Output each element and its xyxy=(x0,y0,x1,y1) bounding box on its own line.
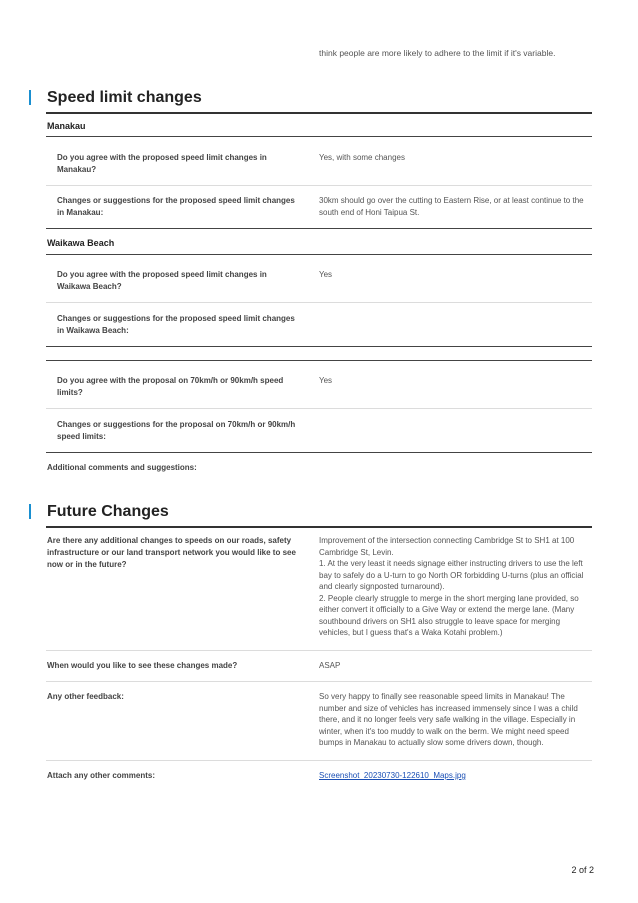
question-70-90-agree: Do you agree with the proposal on 70km/h or 90km/h speed limits? xyxy=(57,376,284,397)
section-title-rule xyxy=(46,526,592,528)
divider xyxy=(46,346,592,347)
answer-manakau-suggestions: 30km should go over the cutting to Eastern Rise, or at least continue to the south end of Honi Taipua St. xyxy=(319,196,584,217)
question-attach-comments: Attach any other comments: xyxy=(47,771,156,780)
section-title: Future Changes xyxy=(47,503,169,520)
section-accent-bar xyxy=(29,90,31,105)
divider xyxy=(46,254,592,255)
divider xyxy=(46,408,592,409)
question-when-changes: When would you like to see these changes made? xyxy=(47,661,238,670)
subheading-manakau: Manakau xyxy=(47,121,86,131)
divider xyxy=(46,228,592,229)
answer-when-changes: ASAP xyxy=(319,661,341,670)
question-manakau-agree: Do you agree with the proposed speed limit changes in Manakau? xyxy=(57,153,267,174)
answer-manakau-agree: Yes, with some changes xyxy=(319,153,405,162)
question-70-90-suggestions: Changes or suggestions for the proposal on 70km/h or 90km/h speed limits: xyxy=(57,420,296,441)
previous-answer-tail: think people are more likely to adhere to the limit if it's variable. xyxy=(319,48,556,58)
divider xyxy=(46,452,592,453)
answer-waikawa-agree: Yes xyxy=(319,270,333,279)
answer-line: Improvement of the intersection connecting Cambridge St to SH1 at 100 Cambridge St, Levin. xyxy=(319,536,575,557)
additional-comments-label: Additional comments and suggestions: xyxy=(47,463,197,472)
answer-other-feedback: So very happy to finally see reasonable speed limits in Manakau! The number and size of vehicles has increased immensely since I was a child there, and it no longer feels very safe walking in the village. Especially in winter, when it's too muddy to walk on the berm. We might need speed bumps in Manakau to actually slow some drivers down, though. xyxy=(319,692,578,747)
section-title-rule xyxy=(46,112,592,114)
answer-line: 1. At the very least it needs signage either instructing drivers to use the left bay to safely do a U-turn to go North OR forbidding U-turns (plus an official and clearly signposted turnaround). xyxy=(319,559,584,591)
section-accent-bar xyxy=(29,504,31,519)
section-title: Speed limit changes xyxy=(47,89,202,106)
divider xyxy=(46,302,592,303)
divider xyxy=(46,650,592,651)
page-number: 2 of 2 xyxy=(571,865,594,875)
attachment-link[interactable]: Screenshot_20230730-122610_Maps.jpg xyxy=(319,771,466,780)
attachment-cell xyxy=(319,770,592,782)
divider xyxy=(46,136,592,137)
question-waikawa-suggestions: Changes or suggestions for the proposed speed limit changes in Waikawa Beach: xyxy=(57,314,295,335)
subheading-waikawa-beach: Waikawa Beach xyxy=(47,238,115,248)
question-other-feedback: Any other feedback: xyxy=(47,692,124,701)
divider xyxy=(46,185,592,186)
divider xyxy=(46,760,592,761)
question-waikawa-agree: Do you agree with the proposed speed limit changes in Waikawa Beach? xyxy=(57,270,267,291)
divider xyxy=(46,681,592,682)
divider xyxy=(46,360,592,361)
answer-line: 2. People clearly struggle to merge in the short merging lane provided, so either convert it officially to a Give Way or extend the merge lane. (Many southbound drivers on SH1 also struggle to leave space for merging vehicles, but I guess that's a Waka Kotahi problem.) xyxy=(319,593,579,637)
question-additional-changes: Are there any additional changes to speeds on our roads, safety infrastructure or our land transport network you would like to see now or in the future? xyxy=(47,536,296,569)
answer-70-90-agree: Yes xyxy=(319,376,333,385)
answer-additional-changes xyxy=(319,535,592,639)
question-manakau-suggestions: Changes or suggestions for the proposed speed limit changes in Manakau: xyxy=(57,196,295,217)
